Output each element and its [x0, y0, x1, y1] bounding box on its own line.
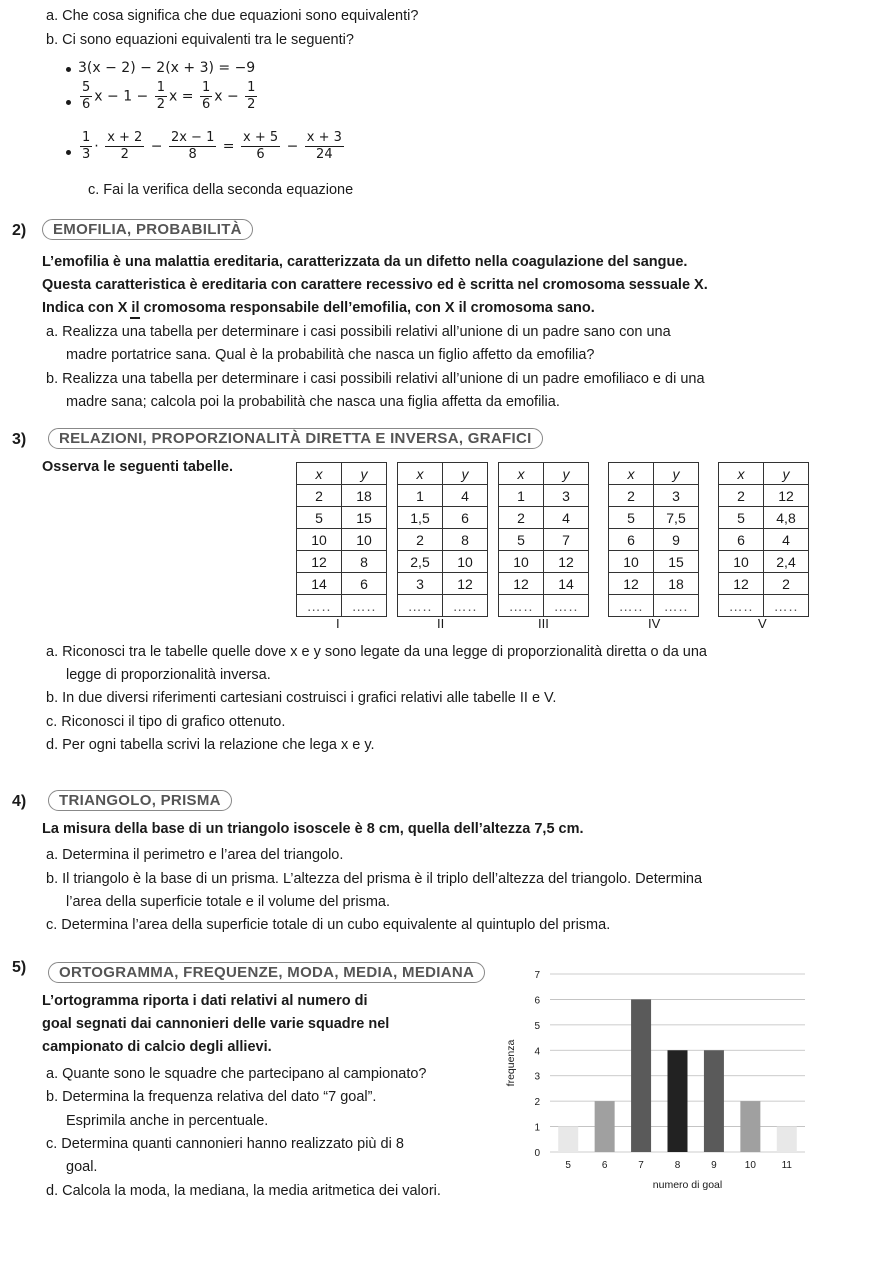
q3-intro: Osserva le seguenti tabelle. — [42, 459, 234, 475]
q3-item-d: d. Per ogni tabella scrivi la relazione che lega x e y. — [46, 737, 375, 753]
table-cell: 2 — [609, 485, 654, 507]
table-label: II — [437, 616, 445, 631]
table-cell: 3 — [544, 485, 589, 507]
xy-table-IV — [608, 462, 699, 617]
table-cell: 14 — [297, 573, 342, 595]
equation-3: $\frac{1}{3}$ · $\frac{x + 2}{2}$ − $\frac{2x - 1}{8}$ = $\frac{x + 5}{6}$ − $\frac{x + 3}{24}$ — [82, 130, 342, 162]
q4-item-b-1: b. Il triangolo è la base di un prisma. L’altezza del prisma è il triplo dell’altezza del triangolo. Determina — [46, 871, 703, 887]
table-cell: 12 — [719, 573, 764, 595]
table-row — [499, 485, 589, 507]
q1-item-b: b. Ci sono equazioni equivalenti tra le seguenti? — [46, 32, 354, 48]
table-row — [609, 595, 699, 617]
x-tick-label: 5 — [565, 1160, 571, 1171]
table-cell: 10 — [609, 551, 654, 573]
q3-item-a-2: legge di proporzionalità inversa. — [66, 667, 271, 683]
table-cell: 2 — [297, 485, 342, 507]
q4-intro: La misura della base di un triangolo isoscele è 8 cm, quella dell’altezza 7,5 cm. — [42, 821, 584, 837]
x-axis-label: numero di goal — [652, 1179, 723, 1191]
q5-item-d: d. Calcola la moda, la mediana, la media aritmetica dei valori. — [46, 1183, 441, 1199]
q5-item-a: a. Quante sono le squadre che partecipano al campionato? — [46, 1066, 427, 1082]
table-cell: ….. — [654, 595, 699, 617]
bar — [595, 1101, 615, 1152]
table-label: IV — [648, 616, 661, 631]
table-row — [719, 551, 809, 573]
table-header-x: x — [609, 463, 654, 485]
q3-item-b: b. In due diversi riferimenti cartesiani costruisci i grafici relativi alle tabelle II e V. — [46, 690, 557, 706]
q3-item-a-1: a. Riconosci tra le tabelle quelle dove x e y sono legate da una legge di proporzionalità diretta o da una — [46, 644, 707, 660]
table-cell: 18 — [342, 485, 387, 507]
table-row — [398, 551, 488, 573]
q5-intro-1: L’ortogramma riporta i dati relativi al numero di — [42, 993, 368, 1009]
table-row — [297, 573, 387, 595]
table-row — [297, 507, 387, 529]
y-tick-label: 2 — [534, 1097, 540, 1109]
table-row — [499, 507, 589, 529]
table-header-x: x — [719, 463, 764, 485]
table-cell: 6 — [609, 529, 654, 551]
table-row — [499, 595, 589, 617]
table-header-y: y — [654, 463, 699, 485]
table-label: III — [538, 616, 549, 631]
table-cell: ….. — [443, 595, 488, 617]
q3-caption: RELAZIONI, PROPORZIONALITÀ DIRETTA E INVERSA, GRAFICI — [48, 428, 543, 449]
table-cell: 4 — [544, 507, 589, 529]
y-tick-label: 3 — [534, 1071, 540, 1083]
table-cell: 12 — [544, 551, 589, 573]
table-cell: 5 — [719, 507, 764, 529]
table-row — [398, 529, 488, 551]
table-cell: 4 — [764, 529, 809, 551]
table-header-y: y — [544, 463, 589, 485]
q2-item-a-1: a. Realizza una tabella per determinare i casi possibili relativi all’unione di un padre sano con una — [46, 324, 671, 340]
q5-number: 5) — [12, 959, 27, 976]
q2-number: 2) — [12, 222, 27, 239]
table-label: V — [758, 616, 767, 631]
q5-item-c-2: goal. — [66, 1159, 98, 1175]
bullet — [66, 150, 71, 155]
table-row — [609, 507, 699, 529]
table-cell: 10 — [443, 551, 488, 573]
x-tick-label: 7 — [638, 1160, 644, 1171]
table-cell: 10 — [297, 529, 342, 551]
y-tick-label: 7 — [534, 970, 540, 981]
table-cell: 2 — [764, 573, 809, 595]
table-cell: 10 — [719, 551, 764, 573]
table-cell: 6 — [719, 529, 764, 551]
table-cell: 2 — [719, 485, 764, 507]
bar — [631, 999, 651, 1152]
equation-1: 3(x − 2) − 2(x + 3) = −9 — [78, 60, 256, 76]
table-cell: 10 — [342, 529, 387, 551]
bar — [777, 1127, 797, 1152]
underline-mark — [130, 317, 140, 319]
xy-table-II — [397, 462, 488, 617]
table-cell: 7,5 — [654, 507, 699, 529]
table-cell: 3 — [398, 573, 443, 595]
table-cell: 15 — [342, 507, 387, 529]
q4-item-c: c. Determina l’area della superficie totale di un cubo equivalente al quintuplo del prisma. — [46, 917, 611, 933]
table-cell: 2,5 — [398, 551, 443, 573]
q5-intro-3: campionato di calcio degli allievi. — [42, 1039, 272, 1055]
q2-item-b-2: madre sana; calcola poi la probabilità che nasca una figlia affetta da emofilia. — [66, 394, 560, 410]
table-header-x: x — [499, 463, 544, 485]
table-cell: 1 — [398, 485, 443, 507]
table-row — [719, 485, 809, 507]
xy-table-I — [296, 462, 387, 617]
table-cell: 18 — [654, 573, 699, 595]
y-tick-label: 6 — [534, 995, 540, 1007]
table-cell: 4 — [443, 485, 488, 507]
table-cell: 5 — [499, 529, 544, 551]
table-cell: ….. — [764, 595, 809, 617]
table-cell: ….. — [297, 595, 342, 617]
table-header-y: y — [764, 463, 809, 485]
table-row — [609, 529, 699, 551]
table-cell: 12 — [499, 573, 544, 595]
table-cell: ….. — [499, 595, 544, 617]
table-cell: 12 — [297, 551, 342, 573]
x-tick-label: 10 — [744, 1160, 756, 1171]
table-row — [609, 573, 699, 595]
table-row — [398, 573, 488, 595]
q4-number: 4) — [12, 793, 27, 810]
q2-intro-2: Questa caratteristica è ereditaria con carattere recessivo ed è scritta nel cromosoma sessuale X. — [42, 277, 708, 293]
table-row — [719, 595, 809, 617]
bar — [740, 1101, 760, 1152]
table-cell: 4,8 — [764, 507, 809, 529]
bar — [704, 1050, 724, 1152]
table-row — [297, 551, 387, 573]
x-tick-label: 9 — [711, 1160, 717, 1171]
table-cell: 8 — [443, 529, 488, 551]
table-cell: ….. — [719, 595, 764, 617]
table-cell: 6 — [342, 573, 387, 595]
table-cell: ….. — [342, 595, 387, 617]
y-tick-label: 5 — [534, 1020, 540, 1032]
q5-item-c-1: c. Determina quanti cannonieri hanno realizzato più di 8 — [46, 1136, 404, 1152]
x-tick-label: 8 — [674, 1160, 681, 1171]
y-tick-label: 4 — [534, 1046, 540, 1058]
table-row — [297, 485, 387, 507]
xy-table-III — [498, 462, 589, 617]
table-row — [499, 573, 589, 595]
y-tick-label: 1 — [534, 1122, 540, 1134]
bar — [558, 1127, 578, 1152]
x-tick-label: 11 — [781, 1160, 792, 1171]
table-cell: 7 — [544, 529, 589, 551]
bullet — [66, 100, 71, 105]
q1-item-a: a. Che cosa significa che due equazioni sono equivalenti? — [46, 8, 419, 24]
q2-intro-1: L’emofilia è una malattia ereditaria, caratterizzata da un difetto nella coagulazione del sangue. — [42, 254, 688, 270]
table-row — [398, 507, 488, 529]
table-cell: 12 — [443, 573, 488, 595]
table-cell: 2 — [499, 507, 544, 529]
table-row — [719, 573, 809, 595]
q4-item-a: a. Determina il perimetro e l’area del triangolo. — [46, 847, 344, 863]
bar — [668, 1050, 688, 1152]
table-row — [398, 595, 488, 617]
table-cell: 12 — [764, 485, 809, 507]
bullet — [66, 67, 71, 72]
table-row — [499, 529, 589, 551]
q5-item-b-1: b. Determina la frequenza relativa del dato “7 goal”. — [46, 1089, 377, 1105]
table-header-y: y — [342, 463, 387, 485]
q4-item-b-2: l’area della superficie totale e il volume del prisma. — [66, 894, 390, 910]
table-cell: 9 — [654, 529, 699, 551]
table-cell: 3 — [654, 485, 699, 507]
table-header-y: y — [443, 463, 488, 485]
q3-item-c: c. Riconosci il tipo di grafico ottenuto. — [46, 714, 286, 730]
q2-item-b-1: b. Realizza una tabella per determinare i casi possibili relativi all’unione di un padre emofiliaco e di una — [46, 371, 705, 387]
table-cell: 5 — [297, 507, 342, 529]
table-label: I — [336, 616, 340, 631]
y-axis-label: frequenza — [505, 1039, 517, 1087]
table-row — [719, 529, 809, 551]
table-cell: 1,5 — [398, 507, 443, 529]
q2-intro-3: Indica con X il cromosoma responsabile dell’emofilia, con X il cromosoma sano. — [42, 300, 595, 316]
q3-number: 3) — [12, 431, 27, 448]
table-cell: 10 — [499, 551, 544, 573]
q2-caption: EMOFILIA, PROBABILITÀ — [42, 219, 253, 240]
table-cell: 2,4 — [764, 551, 809, 573]
xy-table-V — [718, 462, 809, 617]
q5-caption: ORTOGRAMMA, FREQUENZE, MODA, MEDIA, MEDIANA — [48, 962, 485, 983]
q5-intro-2: goal segnati dai cannonieri delle varie squadre nel — [42, 1016, 390, 1032]
table-header-x: x — [297, 463, 342, 485]
y-tick-label: 0 — [534, 1148, 540, 1159]
q2-item-a-2: madre portatrice sana. Qual è la probabilità che nasca un figlio affetto da emofilia? — [66, 347, 595, 363]
q5-item-b-2: Esprimila anche in percentuale. — [66, 1113, 269, 1129]
table-row — [719, 507, 809, 529]
table-row — [609, 551, 699, 573]
table-cell: 8 — [342, 551, 387, 573]
q1-item-c: c. Fai la verifica della seconda equazione — [88, 182, 354, 198]
x-tick-label: 6 — [601, 1160, 608, 1171]
table-row — [609, 485, 699, 507]
table-cell: 14 — [544, 573, 589, 595]
table-row — [499, 551, 589, 573]
table-row — [297, 595, 387, 617]
table-header-x: x — [398, 463, 443, 485]
table-cell: 1 — [499, 485, 544, 507]
q4-caption: TRIANGOLO, PRISMA — [48, 790, 232, 811]
table-cell: 6 — [443, 507, 488, 529]
table-cell: 12 — [609, 573, 654, 595]
table-cell: 5 — [609, 507, 654, 529]
table-cell: 2 — [398, 529, 443, 551]
table-cell: ….. — [609, 595, 654, 617]
table-row — [297, 529, 387, 551]
table-cell: 15 — [654, 551, 699, 573]
table-cell: ….. — [398, 595, 443, 617]
orthogram-chart — [500, 962, 810, 1202]
table-row — [398, 485, 488, 507]
table-cell: ….. — [544, 595, 589, 617]
equation-2: $\frac{5}{6}$ x − 1 − $\frac{1}{2}$ x = $\frac{1}{6}$ x − $\frac{1}{2}$ — [82, 80, 256, 112]
